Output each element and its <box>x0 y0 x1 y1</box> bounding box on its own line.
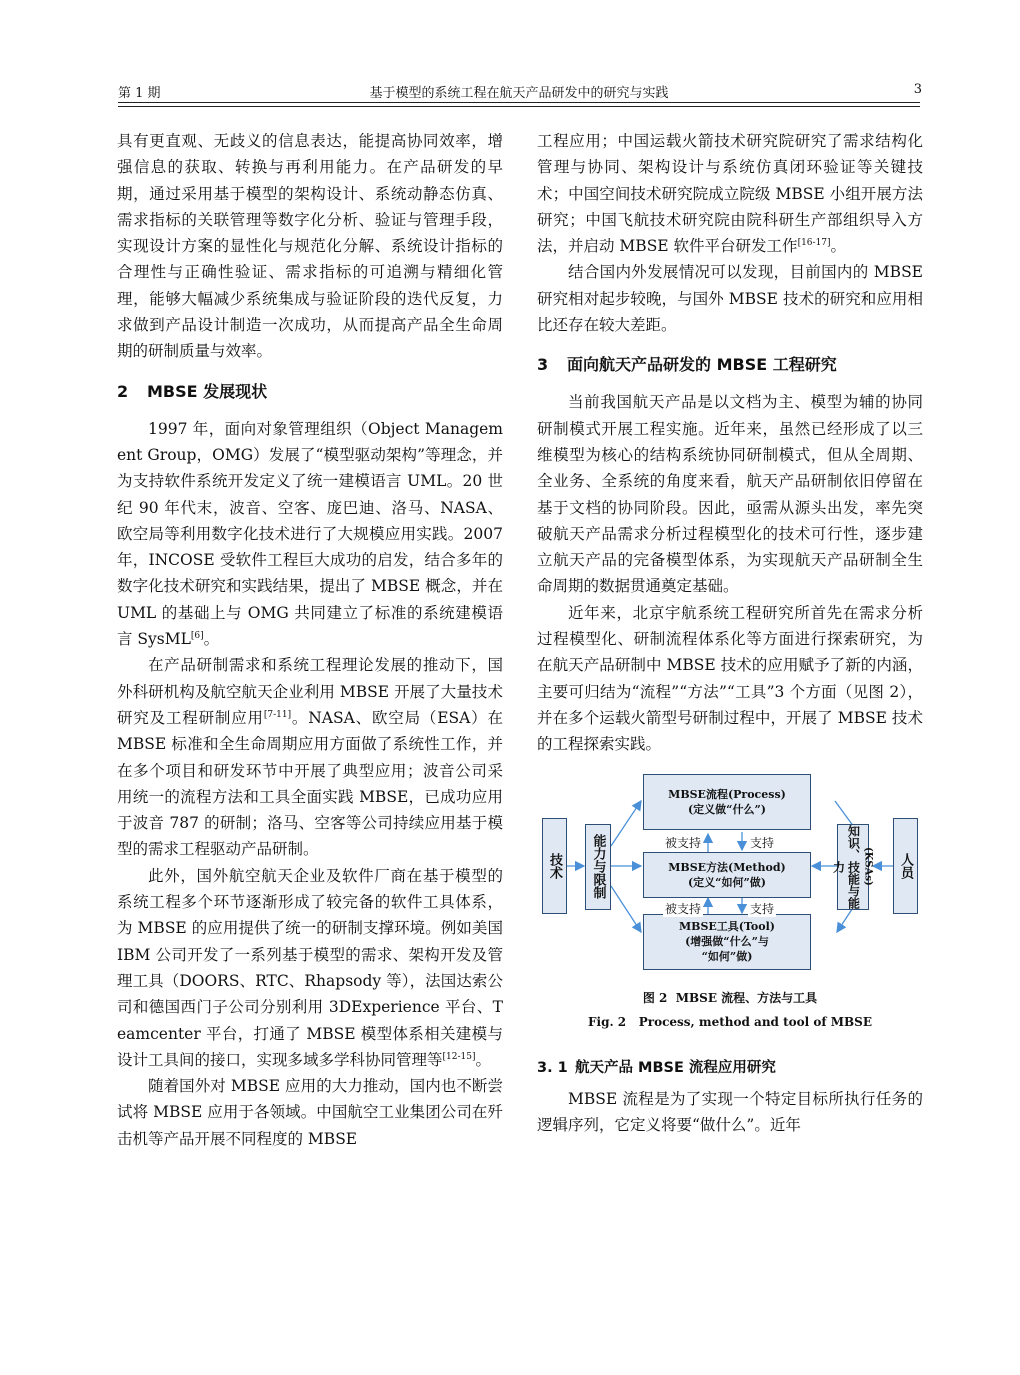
citation: [7-11] <box>263 709 292 720</box>
support-label-top: 支持 <box>750 835 775 850</box>
paragraph-text: 1997 年，面向对象管理组织（Object Management Group，OMG）发展了“模型驱动架构”等理念，并为支持软件系统开发定义了统一建模语言 UML。20 世纪 90 年代末，波音、空客、庞巴迪、洛马、NASA、欧空局等利用数字化技术进行了大规模应用实践。2007 年，INCOSE 受软件工程巨大成功的启发，结合多年的数字化技术研究和实践结果，提出了 MBSE 概念，并在 UML 的基础上与 OMG 共同建立了标准的系统建模语言 SysML <box>117 419 503 649</box>
running-title: 基于模型的系统工程在航天产品研发中的研究与实践 <box>369 86 669 101</box>
tool-line-2: (增强做“什么”与 <box>685 935 769 949</box>
paragraph <box>537 128 923 259</box>
knowledge-skills-box <box>831 824 874 910</box>
subsection-heading-3-1 <box>537 1056 923 1080</box>
mbse-tool-box <box>643 914 811 970</box>
figure-caption-en <box>537 1010 923 1034</box>
paragraph <box>117 416 503 653</box>
caption-number: 图 2 <box>642 990 668 1005</box>
left-column <box>117 128 503 1152</box>
header-rule-thick <box>118 102 920 103</box>
process-line-2: (定义做“什么”) <box>687 802 767 816</box>
paragraph-text: 在产品研制需求和系统工程理论发展的推动下，国外科研机构及航空航天企业利用 MBSE 开展了大量技术研究及工程研制应用 <box>117 656 503 727</box>
figure-2-diagram <box>537 774 923 964</box>
section-number: 3 <box>537 355 549 375</box>
citation: [6] <box>190 631 204 642</box>
paragraph <box>117 652 503 862</box>
paragraph-end: 。 <box>203 630 220 649</box>
method-line-2: (定义“如何”做) <box>687 875 767 889</box>
knowledge-label: 知识、技能与能力 <box>831 824 861 909</box>
paragraph: 随着国外对 MBSE 应用的大力推动，国内也不断尝试将 MBSE 应用于各领域。中国航空工业集团公司在歼击机等产品开展不同程度的 MBSE <box>117 1077 503 1148</box>
paragraph: 当前我国航天产品是以文档为主、模型为辅的协同研制模式开展工程实施。近年来，虽然已经形成了以三维模型为核心的结构系统协同研制模式，但从全周期、全业务、全系统的角度来看，航天产品研制依旧停留在基于文档的协同阶段。因此，亟需从源头出发，率先突破航天产品需求分析过程模型化的技术可行性，逐步建立航天产品的完备模型体系，为实现航天产品研制全生命周期的数据贯通奠定基础。 <box>537 393 923 596</box>
header-rule-thin <box>118 106 920 107</box>
people-box: 人员 <box>893 818 918 914</box>
citation: [12-15] <box>442 1051 476 1062</box>
running-header <box>118 78 920 102</box>
issue-number: 第 1 期 <box>118 86 161 101</box>
supported-label-top: 被支持 <box>665 835 702 850</box>
right-column <box>537 128 923 1138</box>
tool-line-3: “如何”做) <box>701 950 753 964</box>
mbse-method-box <box>643 852 811 898</box>
paragraph-text: 工程应用；中国运载火箭技术研究院研究了需求结构化管理与协同、架构设计与系统仿真闭环验证等关键技术；中国空间技术研究院成立院级 MBSE 小组开展方法研究；中国飞航技术研究院由院科研生产部组织导入方法，并启动 MBSE 软件平台研发工作 <box>537 132 923 256</box>
paragraph: MBSE 流程是为了实现一个特定目标所执行任务的逻辑序列，它定义将要“做什么”。近年 <box>537 1089 923 1134</box>
paragraph: 近年来，北京宇航系统工程研究所首先在需求分析过程模型化、研制流程体系化等方面进行探索研究，为在航天产品研制中 MBSE 技术的应用赋予了新的内涵，主要可归结为“流程”“方法”“工具”3 个方面（见图 2），并在多个运载火箭型号研制过程中，开展了 MBSE 技术的工程探索实践。 <box>537 603 923 754</box>
section-title: 面向航天产品研发的 MBSE 工程研究 <box>567 355 837 375</box>
page-number: 3 <box>913 82 922 97</box>
supported-label-bottom: 被支持 <box>665 901 702 916</box>
technology-box: 技术 <box>542 818 567 914</box>
section-heading-3 <box>537 352 923 378</box>
mbse-process-box <box>643 774 811 830</box>
section-title: MBSE 发展现状 <box>147 381 268 401</box>
support-label-bottom: 支持 <box>750 901 775 916</box>
figure-caption-cn <box>537 986 923 1010</box>
paragraph-end: 。 <box>475 1050 491 1069</box>
paragraph: 具有更直观、无歧义的信息表达，能提高协同效率，增强信息的获取、转换与再利用能力。在产品研发的早期，通过采用基于模型的架构设计、系统动静态仿真、需求指标的关联管理等数字化分析、验证与管理手段，实现设计方案的显性化与规范化分解、系统设计指标的合理性与正确性验证、需求指标的可追溯与精细化管理，能够大幅减少系统集成与验证阶段的迭代反复，力求做到产品设计制造一次成功，从而提高产品全生命周期的研制质量与效率。 <box>117 132 503 361</box>
paragraph-text: 此外，国外航空航天企业及软件厂商在基于模型的系统工程多个环节逐渐形成了较完备的软件工具体系，为 MBSE 的应用提供了统一的研制支撑环境。例如美国 IBM 公司开发了一系列基于模型的需求、架构开发及管理工具（DOORS、RTC、Rhapsody 等），法国达索公司和德国西门子公司分别利用 3DExperience 平台、Teamcenter 平台，打通了 MBSE 模型体系相关建模与设计工具间的接口，实现多域多学科协同管理等 <box>117 866 503 1069</box>
process-line-1: MBSE流程(Process) <box>668 787 786 801</box>
subsection-title: 航天产品 MBSE 流程应用研究 <box>575 1059 776 1076</box>
tool-line-1: MBSE工具(Tool) <box>679 920 775 934</box>
ksas-label: (KSAs) <box>862 847 874 886</box>
subsection-number: 3. 1 <box>537 1059 568 1076</box>
paragraph <box>117 863 503 1073</box>
capability-limit-box: 能力与限制 <box>585 824 611 910</box>
paragraph: 结合国内外发展情况可以发现，目前国内的 MBSE 研究相对起步较晚，与国外 MBSE 技术的研究和应用相比还存在较大差距。 <box>537 263 923 335</box>
caption-text: MBSE 流程、方法与工具 <box>675 990 818 1005</box>
section-number: 2 <box>117 381 129 401</box>
paragraph-end: 。NASA、欧空局（ESA）在 MBSE 标准和全生命周期应用方面做了系统性工作，并在多个项目和研发环节中开展了典型应用；波音公司采用统一的流程方法和工具全面实践 MBSE，已成功应用于波音 787 的研制；洛马、空客等公司持续应用基于模型的需求工程驱动产品研制。 <box>117 708 503 859</box>
caption-number: Fig. 2 <box>587 1014 627 1029</box>
caption-text: Process, method and tool of MBSE <box>638 1014 872 1029</box>
section-heading-2 <box>117 379 503 405</box>
paragraph-end: 。 <box>830 237 847 256</box>
citation: [16-17] <box>797 238 831 249</box>
method-line-1: MBSE方法(Method) <box>668 860 786 874</box>
